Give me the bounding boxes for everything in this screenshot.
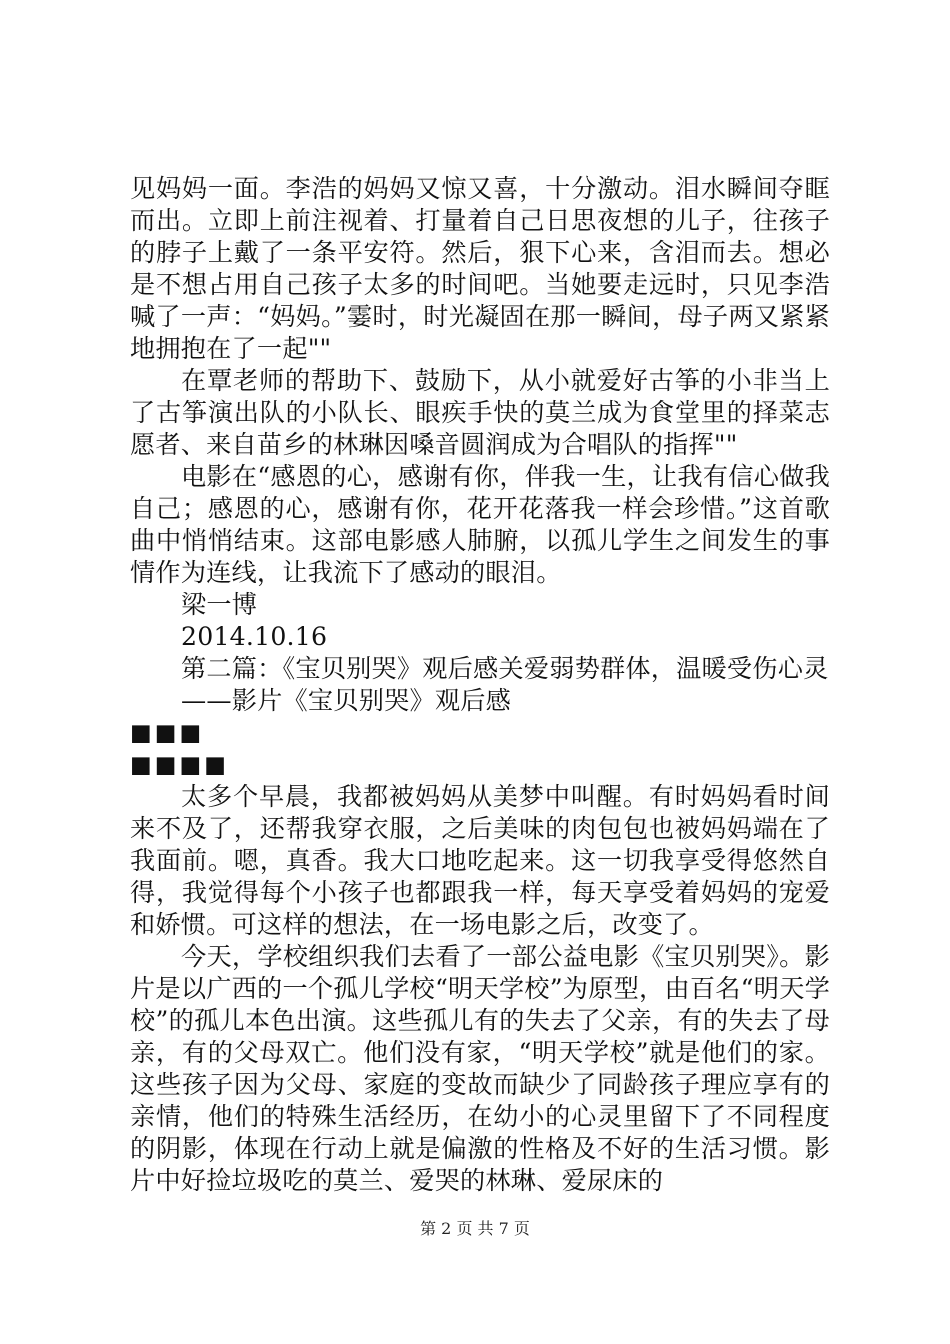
paragraph-movie-ending: 电影在“感恩的心，感谢有你，伴我一生，让我有信心做我自己；感恩的心，感谢有你，花开花落我一样会珍惜。”这首歌曲中悄悄结束。这部电影感人肺腑，以孤儿学生之间发生的事情作为连线，让我流下了感动的眼泪。 xyxy=(130,462,830,587)
redacted-line-1: ■■■ xyxy=(130,720,205,746)
paragraph-teacher-help: 在覃老师的帮助下、鼓励下，从小就爱好古筝的小非当上了古筝演出队的小队长、眼疾手快的莫兰成为食堂里的择菜志愿者、来自苗乡的林琳因嗓音圆润成为合唱队的指挥"" xyxy=(130,366,830,459)
paragraph-continued: 见妈妈一面。李浩的妈妈又惊又喜，十分激动。泪水瞬间夺眶而出。立即上前注视着、打量着自己日思夜想的儿子，往孩子的脖子上戴了一条平安符。然后，狠下心来，含泪而去。想必是不想占用自己孩子太多的时间吧。当她要走远时，只见李浩喊了一声：“妈妈。”霎时，时光凝固在那一瞬间，母子两又紧紧地拥抱在了一起"" xyxy=(130,174,830,363)
page-number-footer: 第 2 页 共 7 页 xyxy=(420,1219,530,1238)
paragraph-school-movie: 今天，学校组织我们去看了一部公益电影《宝贝别哭》。影片是以广西的一个孤儿学校“明天学校”为原型，由百名“明天学校”的孤儿本色出演。这些孤儿有的失去了父亲，有的失去了母亲，有的父母双亡。他们没有家，“明天学校”就是他们的家。这些孩子因为父母、家庭的变故而缺少了同龄孩子理应享有的亲情，他们的特殊生活经历，在幼小的心灵里留下了不同程度的阴影，体现在行动上就是偏激的性格及不好的生活习惯。影片中好捡垃圾吃的莫兰、爱哭的林琳、爱尿床的 xyxy=(130,942,830,1195)
redacted-line-2: ■■■■ xyxy=(130,752,229,778)
section-title: 第二篇：《宝贝别哭》观后感关爱弱势群体，温暖受伤心灵 xyxy=(181,654,829,683)
date-line: 2014.10.16 xyxy=(181,622,328,651)
author-name: 梁一博 xyxy=(181,590,258,619)
paragraph-mornings: 太多个早晨，我都被妈妈从美梦中叫醒。有时妈妈看时间来不及了，还帮我穿衣服，之后美味的肉包包也被妈妈端在了我面前。嗯，真香。我大口地吃起来。这一切我享受得悠然自得，我觉得每个小孩子也都跟我一样，每天享受着妈妈的宠爱和娇惯。可这样的想法，在一场电影之后，改变了。 xyxy=(130,782,830,939)
section-subtitle: ——影片《宝贝别哭》观后感 xyxy=(181,686,512,715)
document-body xyxy=(130,173,830,1197)
